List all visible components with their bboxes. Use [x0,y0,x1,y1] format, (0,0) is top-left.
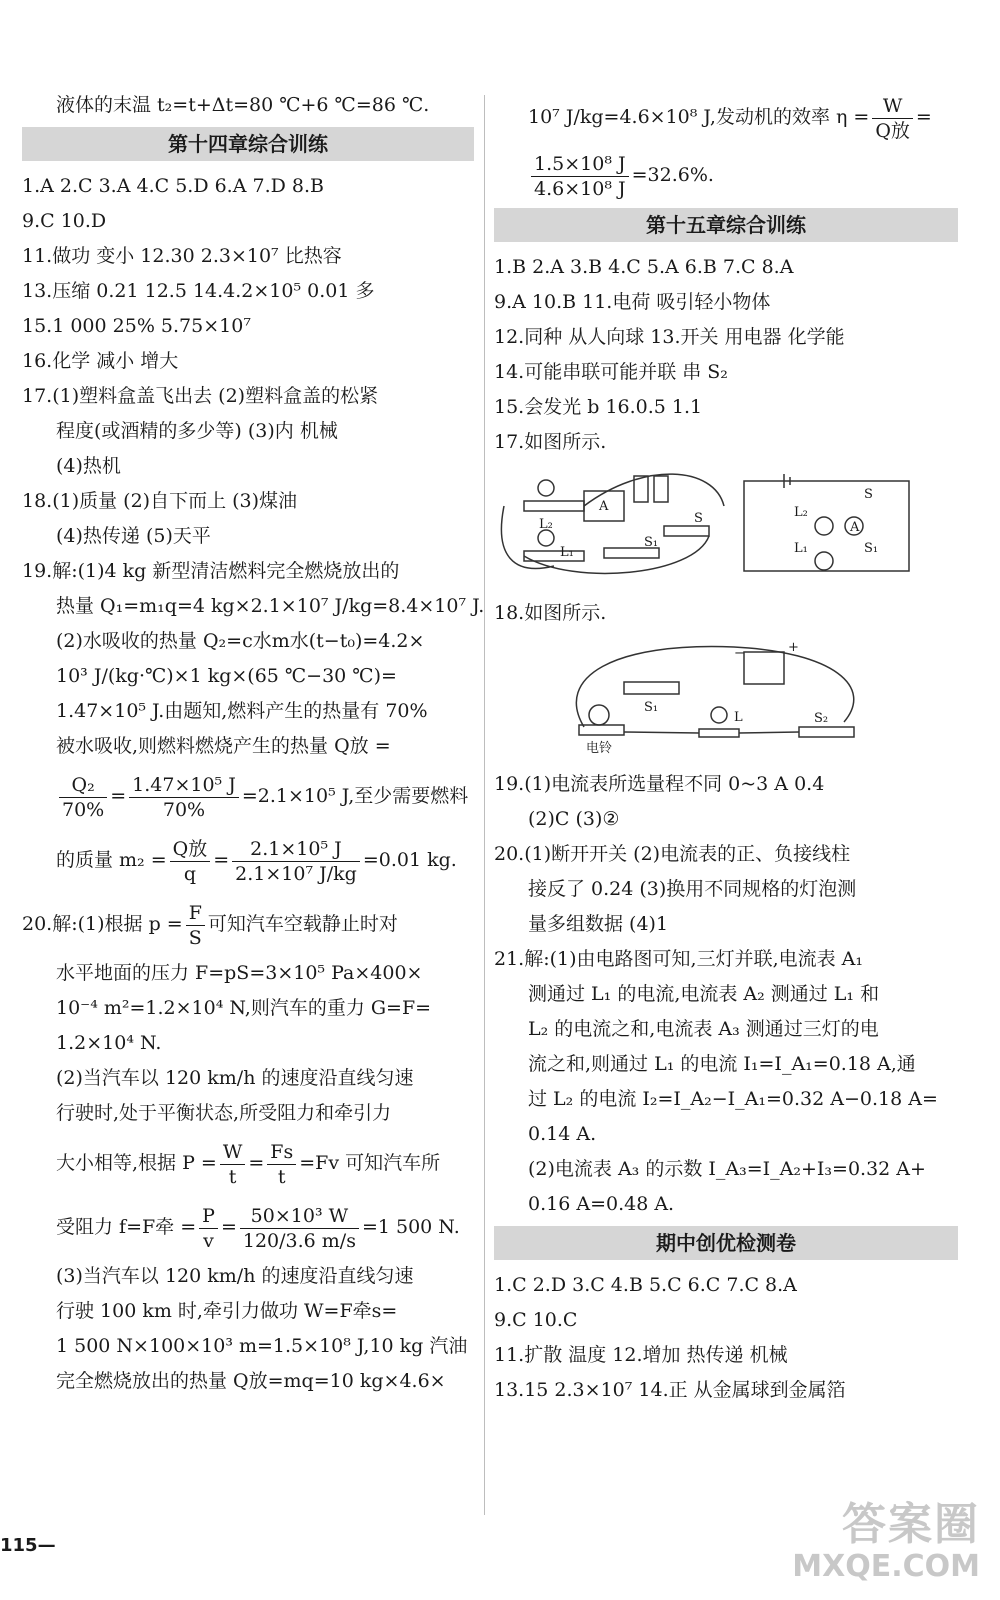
fig-label: L [734,710,743,725]
fraction: $\frac{\text{1.47×10⁵ J}}{70\%}$ [129,773,239,822]
fraction: $\frac{\text{2.1×10⁵ J}}{\text{2.1×10⁷ J/kg}}$ [232,837,360,886]
answer-line: 行驶 100 km 时,牵引力做功 W=F牵s= [56,1300,398,1322]
fraction: $\frac{W}{t}$ [220,1140,246,1189]
fig-label: A [599,499,609,514]
answer-line: (2)水吸收的热量 Q₂=c水m水(t−t₀)=4.2× [56,630,425,652]
formula-line: 的质量 m₂ = $\frac{\text{Q放}}{q}$ = $\frac{\text{2.1×10⁵ J}}{\text{2.1×10⁷ J/kg}}$ =0.01 kg. [56,837,457,885]
answer-line: 14.可能串联可能并联 串 S₂ [494,361,728,383]
answer-line: 9.C 10.C [494,1309,578,1331]
answer-line: 接反了 0.24 (3)换用不同规格的灯泡测 [528,878,857,900]
circuit-figure-17 [494,466,934,586]
fig-label: L₁ [794,541,808,556]
fig-label: L₁ [560,545,574,560]
answer-line: 0.16 A=0.48 A. [528,1193,675,1215]
switch-icon [799,727,854,737]
formula-line: 10⁷ J/kg=4.6×10⁸ J,发动机的效率 η = $\frac{W}{\text{Q放}}$ = [528,94,932,142]
answer-line: 15.1 000 25% 5.75×10⁷ [22,315,251,337]
answer-line: 18.如图所示. [494,602,607,624]
answer-line: 热量 Q₁=m₁q=4 kg×2.1×10⁷ J/kg=8.4×10⁷ J. [56,595,485,617]
answer-line: 11.扩散 温度 12.增加 热传递 机械 [494,1344,788,1366]
fig-label: A [850,520,860,535]
formula-line: 受阻力 f=F牵 = $\frac{P}{v}$ = $\frac{\text{50×10³ W}}{120/3.6 m/s}$ =1 500 N. [56,1204,460,1252]
answer-line: 16.化学 减小 增大 [22,350,179,372]
watermark-logo: 答案圈 [842,1499,980,1550]
fraction: $\frac{F}{S}$ [186,901,205,950]
bulb-icon [538,480,554,496]
fig-label: S₂ [814,711,829,726]
chapter15-title: 第十五章综合训练 [494,208,958,242]
switch-icon [624,682,679,694]
bulb-icon [711,707,727,723]
answer-line: 1.B 2.A 3.B 4.C 5.A 6.B 7.C 8.A [494,256,794,278]
bulb-icon [538,530,554,546]
answer-line: 19.解:(1)4 kg 新型清洁燃料完全燃烧放出的 [22,560,400,582]
answer-line: (3)当汽车以 120 km/h 的速度沿直线匀速 [56,1265,414,1287]
lamp-symbol [815,552,833,570]
fig-label: L₂ [794,505,808,520]
fraction: $\frac{Fs}{t}$ [267,1140,296,1189]
answer-line: L₂ 的电流之和,电流表 A₃ 测通过三灯的电 [528,1018,879,1040]
answer-line: 0.14 A. [528,1123,597,1145]
wire [576,647,853,727]
answer-line: (4)热传递 (5)天平 [56,525,211,547]
answer-line: 17.(1)塑料盒盖飞出去 (2)塑料盒盖的松紧 [22,385,379,407]
formula-line: 20.解:(1)根据 p = $\frac{F}{S}$ 可知汽车空载静止时对 [22,901,398,949]
answer-line: (2)当汽车以 120 km/h 的速度沿直线匀速 [56,1067,414,1089]
fig-label: S₁ [864,541,879,556]
answer-line: 18.(1)质量 (2)自下而上 (3)煤油 [22,490,298,512]
battery-icon [744,652,784,684]
formula-line: $\frac{\text{1.5×10⁸ J}}{\text{4.6×10⁸ J}}$ =32.6%. [494,146,958,204]
lamp-symbol [815,517,833,535]
fraction: $\frac{\text{1.5×10⁸ J}}{\text{4.6×10⁸ J}}$ [531,152,629,201]
fig-label: S₁ [644,535,659,550]
answer-line: 被水吸收,则燃料燃烧产生的热量 Q放 = [56,735,391,757]
answer-line: 量多组数据 (4)1 [528,913,669,935]
right-column [494,88,958,1408]
lamp-base [699,729,739,737]
answer-line: 12.同种 从人向球 13.开关 用电器 化学能 [494,326,845,348]
fig-label: S₁ [644,700,659,715]
watermark [792,1500,980,1584]
answer-line: 9.A 10.B 11.电荷 吸引轻小物体 [494,291,771,313]
page-number: 115— [0,1535,56,1556]
fig-label: S [694,511,703,526]
answer-line: (4)热机 [56,455,121,477]
answer-line: 19.(1)电流表所选量程不同 0~3 A 0.4 [494,773,825,795]
answer-line: 流之和,则通过 L₁ 的电流 I₁=I_A₁=0.18 A,通 [528,1053,916,1075]
column-divider [484,95,485,1515]
answer-line: 13.15 2.3×10⁷ 14.正 从金属球到金属箔 [494,1379,846,1401]
fig-label: S [864,487,873,502]
answer-line: 21.解:(1)由电路图可知,三灯并联,电流表 A₁ [494,948,863,970]
fraction: $\frac{P}{v}$ [199,1204,218,1253]
fig-label: − [734,646,745,661]
fraction: $\frac{\text{50×10³ W}}{120/3.6 m/s}$ [240,1204,359,1253]
fig-label: + [788,640,799,655]
answer-line: 13.压缩 0.21 12.5 14.4.2×10⁵ 0.01 多 [22,280,375,302]
answer-line: 1.47×10⁵ J.由题知,燃料产生的热量有 70% [56,700,428,722]
midterm-title: 期中创优检测卷 [494,1226,958,1260]
answer-line: 完全燃烧放出的热量 Q放=mq=10 kg×4.6× [56,1370,446,1392]
bell-icon [589,705,609,725]
answer-line: 行驶时,处于平衡状态,所受阻力和牵引力 [56,1102,392,1124]
circuit-figure-18 [494,637,934,757]
answer-line: 1.A 2.C 3.A 4.C 5.D 6.A 7.D 8.B [22,175,324,197]
circuit-diagram [744,481,909,571]
fig-label: 电铃 [586,741,613,756]
fraction: $\frac{\text{Q₂}}{70\%}$ [59,773,107,822]
answer-line: 测通过 L₁ 的电流,电流表 A₂ 测通过 L₁ 和 [528,983,880,1005]
watermark-url: MXQE.COM [792,1549,980,1584]
answer-line: 10⁻⁴ m²=1.2×10⁴ N,则汽车的重力 G=F= [56,997,432,1019]
lamp-base [524,551,584,561]
answer-line: 1 500 N×100×10³ m=1.5×10⁸ J,10 kg 汽油 [56,1335,468,1357]
left-column [22,88,485,1399]
switch-icon [664,526,709,536]
lamp-base [524,501,584,511]
answer-line: 17.如图所示. [494,431,607,453]
answer-line: 1.C 2.D 3.C 4.B 5.C 6.C 7.C 8.A [494,1274,797,1296]
intro-line: 液体的末温 t₂=t+Δt=80 ℃+6 ℃=86 ℃. [56,94,430,116]
formula-line: $\frac{\text{Q₂}}{70\%}$ = $\frac{\text{1.47×10⁵ J}}{70\%}$ =2.1×10⁵ J,至少需要燃料 [22,764,474,828]
answer-line: 过 L₂ 的电流 I₂=I_A₂−I_A₁=0.32 A−0.18 A= [528,1088,938,1110]
wire [624,732,799,733]
answer-line: 10³ J/(kg·℃)×1 kg×(65 ℃−30 ℃)= [56,665,397,687]
answer-line: 15.会发光 b 16.0.5 1.1 [494,396,703,418]
answer-line: 水平地面的压力 F=pS=3×10⁵ Pa×400× [56,962,423,984]
answer-line: 11.做功 变小 12.30 2.3×10⁷ 比热容 [22,245,342,267]
battery-icon [654,476,668,502]
answer-line: (2)C (3)② [528,808,620,830]
answer-line: 程度(或酒精的多少等) (3)内 机械 [56,420,338,442]
formula-line: 大小相等,根据 P = $\frac{W}{t}$ = $\frac{Fs}{t}$ =Fv 可知汽车所 [56,1140,441,1188]
answer-line: 1.2×10⁴ N. [56,1032,162,1054]
bell-base [579,725,624,735]
answer-line: (2)电流表 A₃ 的示数 I_A₃=I_A₂+I₃=0.32 A+ [528,1158,926,1180]
chapter14-title: 第十四章综合训练 [22,127,474,161]
fraction: $\frac{\text{Q放}}{q}$ [170,837,211,886]
answer-line: 9.C 10.D [22,210,107,232]
fig-label: L₂ [539,517,553,532]
answer-line: 20.(1)断开开关 (2)电流表的正、负接线柱 [494,843,851,865]
fraction: $\frac{W}{\text{Q放}}$ [872,94,913,143]
